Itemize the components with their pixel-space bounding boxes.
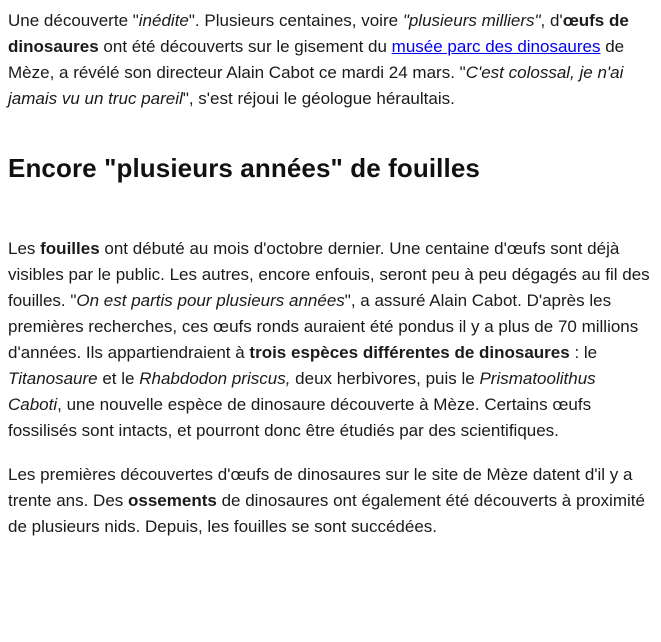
section-heading: Encore "plusieurs années" de fouilles bbox=[8, 153, 480, 183]
text-segment-bold: trois espèces différentes de dinosaures bbox=[249, 343, 570, 362]
text-segment-normal: de dinosaures ont également été découverts à proximité de plusieurs nids. Depuis, les fouilles se sont succédées. bbox=[8, 491, 645, 536]
text-segment-normal: Les premières découvertes d'œufs de dinosaures sur le site de Mèze datent d'il y a trente ans. Des bbox=[8, 465, 633, 510]
history-paragraph bbox=[8, 462, 654, 540]
text-segment-italic: inédite bbox=[138, 11, 189, 30]
text-segment-normal: ont débuté au mois d'octobre dernier. Une centaine d'œufs sont déjà visibles par le public. Les autres, encore enfouis, seront peu à peu dégagés au fil des fouilles. " bbox=[8, 239, 650, 310]
text-segment-normal: de Mèze, a révélé son directeur Alain Cabot ce mardi 24 mars. " bbox=[8, 37, 625, 82]
text-segment-italic: Rhabdodon priscus, bbox=[139, 369, 291, 388]
musee-parc-des-dinosaures-link[interactable]: musée parc des dinosaures bbox=[391, 37, 601, 56]
text-segment-italic: Titanosaure bbox=[8, 369, 98, 388]
text-segment-normal: ont été découverts sur le gisement du bbox=[98, 37, 392, 56]
text-segment-normal: deux herbivores, puis le bbox=[290, 369, 480, 388]
fouilles-paragraph bbox=[8, 236, 654, 444]
intro-paragraph bbox=[8, 8, 654, 112]
text-segment-italic: On est partis pour plusieurs années bbox=[76, 291, 345, 310]
text-segment-normal: Les bbox=[8, 239, 41, 258]
text-segment-normal: , d' bbox=[540, 11, 563, 30]
text-segment-normal: et le bbox=[97, 369, 140, 388]
text-segment-normal: , une nouvelle espèce de dinosaure découverte à Mèze. Certains œufs fossilisés sont intacts, et pourront donc être étudiés par des scientifiques. bbox=[8, 395, 592, 440]
text-segment-normal: ", a assuré Alain Cabot. D'après les premières recherches, ces œufs ronds auraient été pondus il y a plus de 70 millions d'années. Ils appartiendraient à bbox=[8, 291, 639, 362]
text-segment-normal: ", s'est réjoui le géologue héraultais. bbox=[182, 89, 455, 108]
text-segment-italic: "plusieurs milliers" bbox=[402, 11, 541, 30]
text-segment-bold: ossements bbox=[128, 491, 217, 510]
text-segment-italic: C'est colossal, je n'ai jamais vu un truc pareil bbox=[8, 63, 624, 108]
text-segment-italic: Prismatoolithus Caboti bbox=[8, 369, 596, 414]
text-segment-normal: : le bbox=[569, 343, 598, 362]
text-segment-bold: fouilles bbox=[40, 239, 100, 258]
text-segment-normal: ". Plusieurs centaines, voire bbox=[188, 11, 403, 30]
text-segment-bold: œufs de dinosaures bbox=[8, 11, 629, 56]
text-segment-normal: Une découverte " bbox=[8, 11, 139, 30]
